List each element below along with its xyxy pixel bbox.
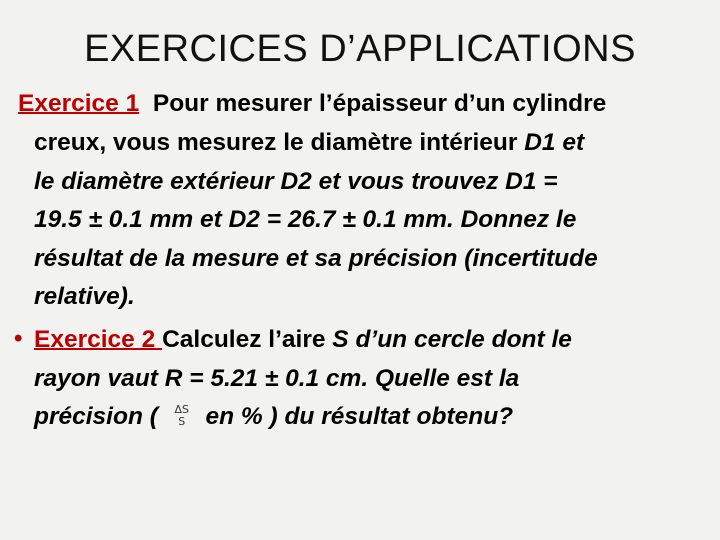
- exercise-1-text-2a: creux, vous mesurez le diamètre intérieur: [34, 129, 525, 156]
- exercise-1-line-1: [18, 92, 606, 117]
- bullet-icon: •: [14, 325, 23, 352]
- exercise-2-line-3: [34, 402, 514, 430]
- exercise-1-line-3: le diamètre extérieur D2 et vous trouvez D1 =: [34, 168, 558, 195]
- exercise-2-text-3a: précision (: [34, 403, 165, 430]
- exercise-1-label: Exercice 1: [18, 90, 140, 117]
- exercise-2-line-1: [34, 328, 572, 353]
- delta-s-over-s-fraction: [165, 404, 199, 427]
- exercise-1-line-5: résultat de la mesure et sa précision (incertitude: [34, 245, 598, 272]
- exercise-1-line-4: 19.5 ± 0.1 mm et D2 = 26.7 ± 0.1 mm. Donnez le: [34, 206, 577, 233]
- exercise-2-text-3b: en % ) du résultat obtenu?: [198, 403, 514, 430]
- exercise-1-text-2b: D1 et: [524, 129, 585, 156]
- exercise-2-label: Exercice 2: [34, 326, 163, 353]
- fraction-numerator: ΔS: [174, 402, 189, 416]
- exercise-1-line-6: relative).: [34, 283, 135, 310]
- exercise-2-text-1a: Calculez l’aire: [162, 326, 333, 353]
- exercise-2-line-2: rayon vaut R = 5.21 ± 0.1 cm. Quelle est la: [34, 365, 520, 392]
- fraction-denominator: S: [178, 414, 186, 428]
- exercise-2-text-1b: S d’un cercle dont le: [332, 326, 572, 353]
- slide-title: EXERCICES D’APPLICATIONS: [84, 28, 636, 70]
- exercise-1-text-1: Pour mesurer l’épaisseur d’un cylindre: [152, 90, 607, 117]
- exercise-1-line-2: [34, 131, 584, 156]
